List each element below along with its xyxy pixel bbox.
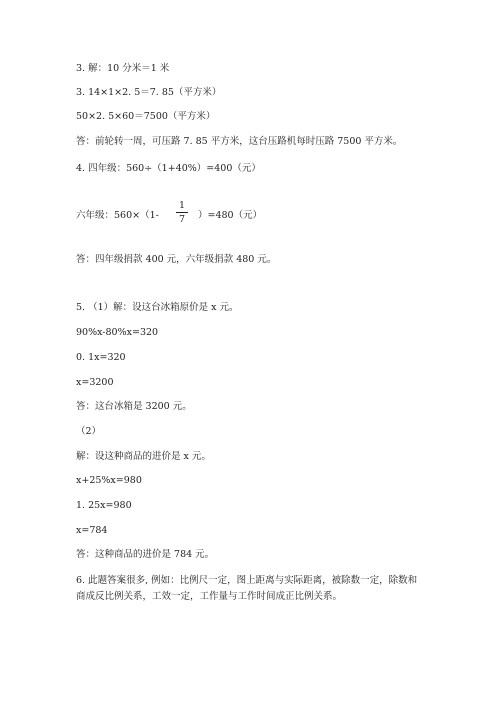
fraction-bar xyxy=(176,212,188,213)
answer-3-line-3: 50×2. 5×60＝7500（平方米） xyxy=(76,111,216,122)
fraction-one-seventh xyxy=(176,200,188,225)
answer-4-line-1: 4. 四年级：560÷（1+40%）=400（元） xyxy=(76,163,261,174)
answer-3-line-2: 3. 14×1×2. 5＝7. 85（平方米） xyxy=(76,87,222,98)
answer-5-part-1-conclusion: 答：这台冰箱是 3200 元。 xyxy=(76,401,192,412)
answer-5-part-2-setup: 解：设这种商品的进价是 x 元。 xyxy=(76,451,211,462)
answer-4-line-2-suffix: ）=480（元） xyxy=(198,210,263,221)
answer-5-equation-6: x=784 xyxy=(76,525,108,536)
answer-3-conclusion: 答：前轮转一周，可压路 7. 85 平方米，这台压路机每时压路 7500 平方米。 xyxy=(76,136,403,147)
answer-5-part-1-setup: 5. （1）解：设这台冰箱原价是 x 元。 xyxy=(76,302,239,313)
answer-5-equation-4: x+25%x=980 xyxy=(76,475,142,486)
answer-4-conclusion: 答：四年级捐款 400 元，六年级捐款 480 元。 xyxy=(76,254,277,265)
answer-3-line-1: 3. 解：10 分米＝1 米 xyxy=(76,63,170,74)
answer-5-part-2-label: （2） xyxy=(76,426,102,437)
fraction-denominator: 7 xyxy=(178,214,186,225)
answer-5-equation-1: 90%x-80%x=320 xyxy=(76,327,159,338)
answer-5-equation-3: x=3200 xyxy=(76,377,114,388)
answer-4-line-2-prefix: 六年级：560×（1- xyxy=(76,210,159,221)
fraction-numerator: 1 xyxy=(178,200,186,211)
answer-5-equation-5: 1. 25x=980 xyxy=(76,500,132,511)
answer-5-part-2-conclusion: 答：这种商品的进价是 784 元。 xyxy=(76,549,215,560)
answer-6-paragraph: 6. 此题答案很多, 例如：比例尺一定，图上距离与实际距离，被除数一定，除数和商成反比例关系，工效一定，工作量与工作时间成正比例关系。 xyxy=(76,575,418,602)
answer-5-equation-2: 0. 1x=320 xyxy=(76,352,126,363)
